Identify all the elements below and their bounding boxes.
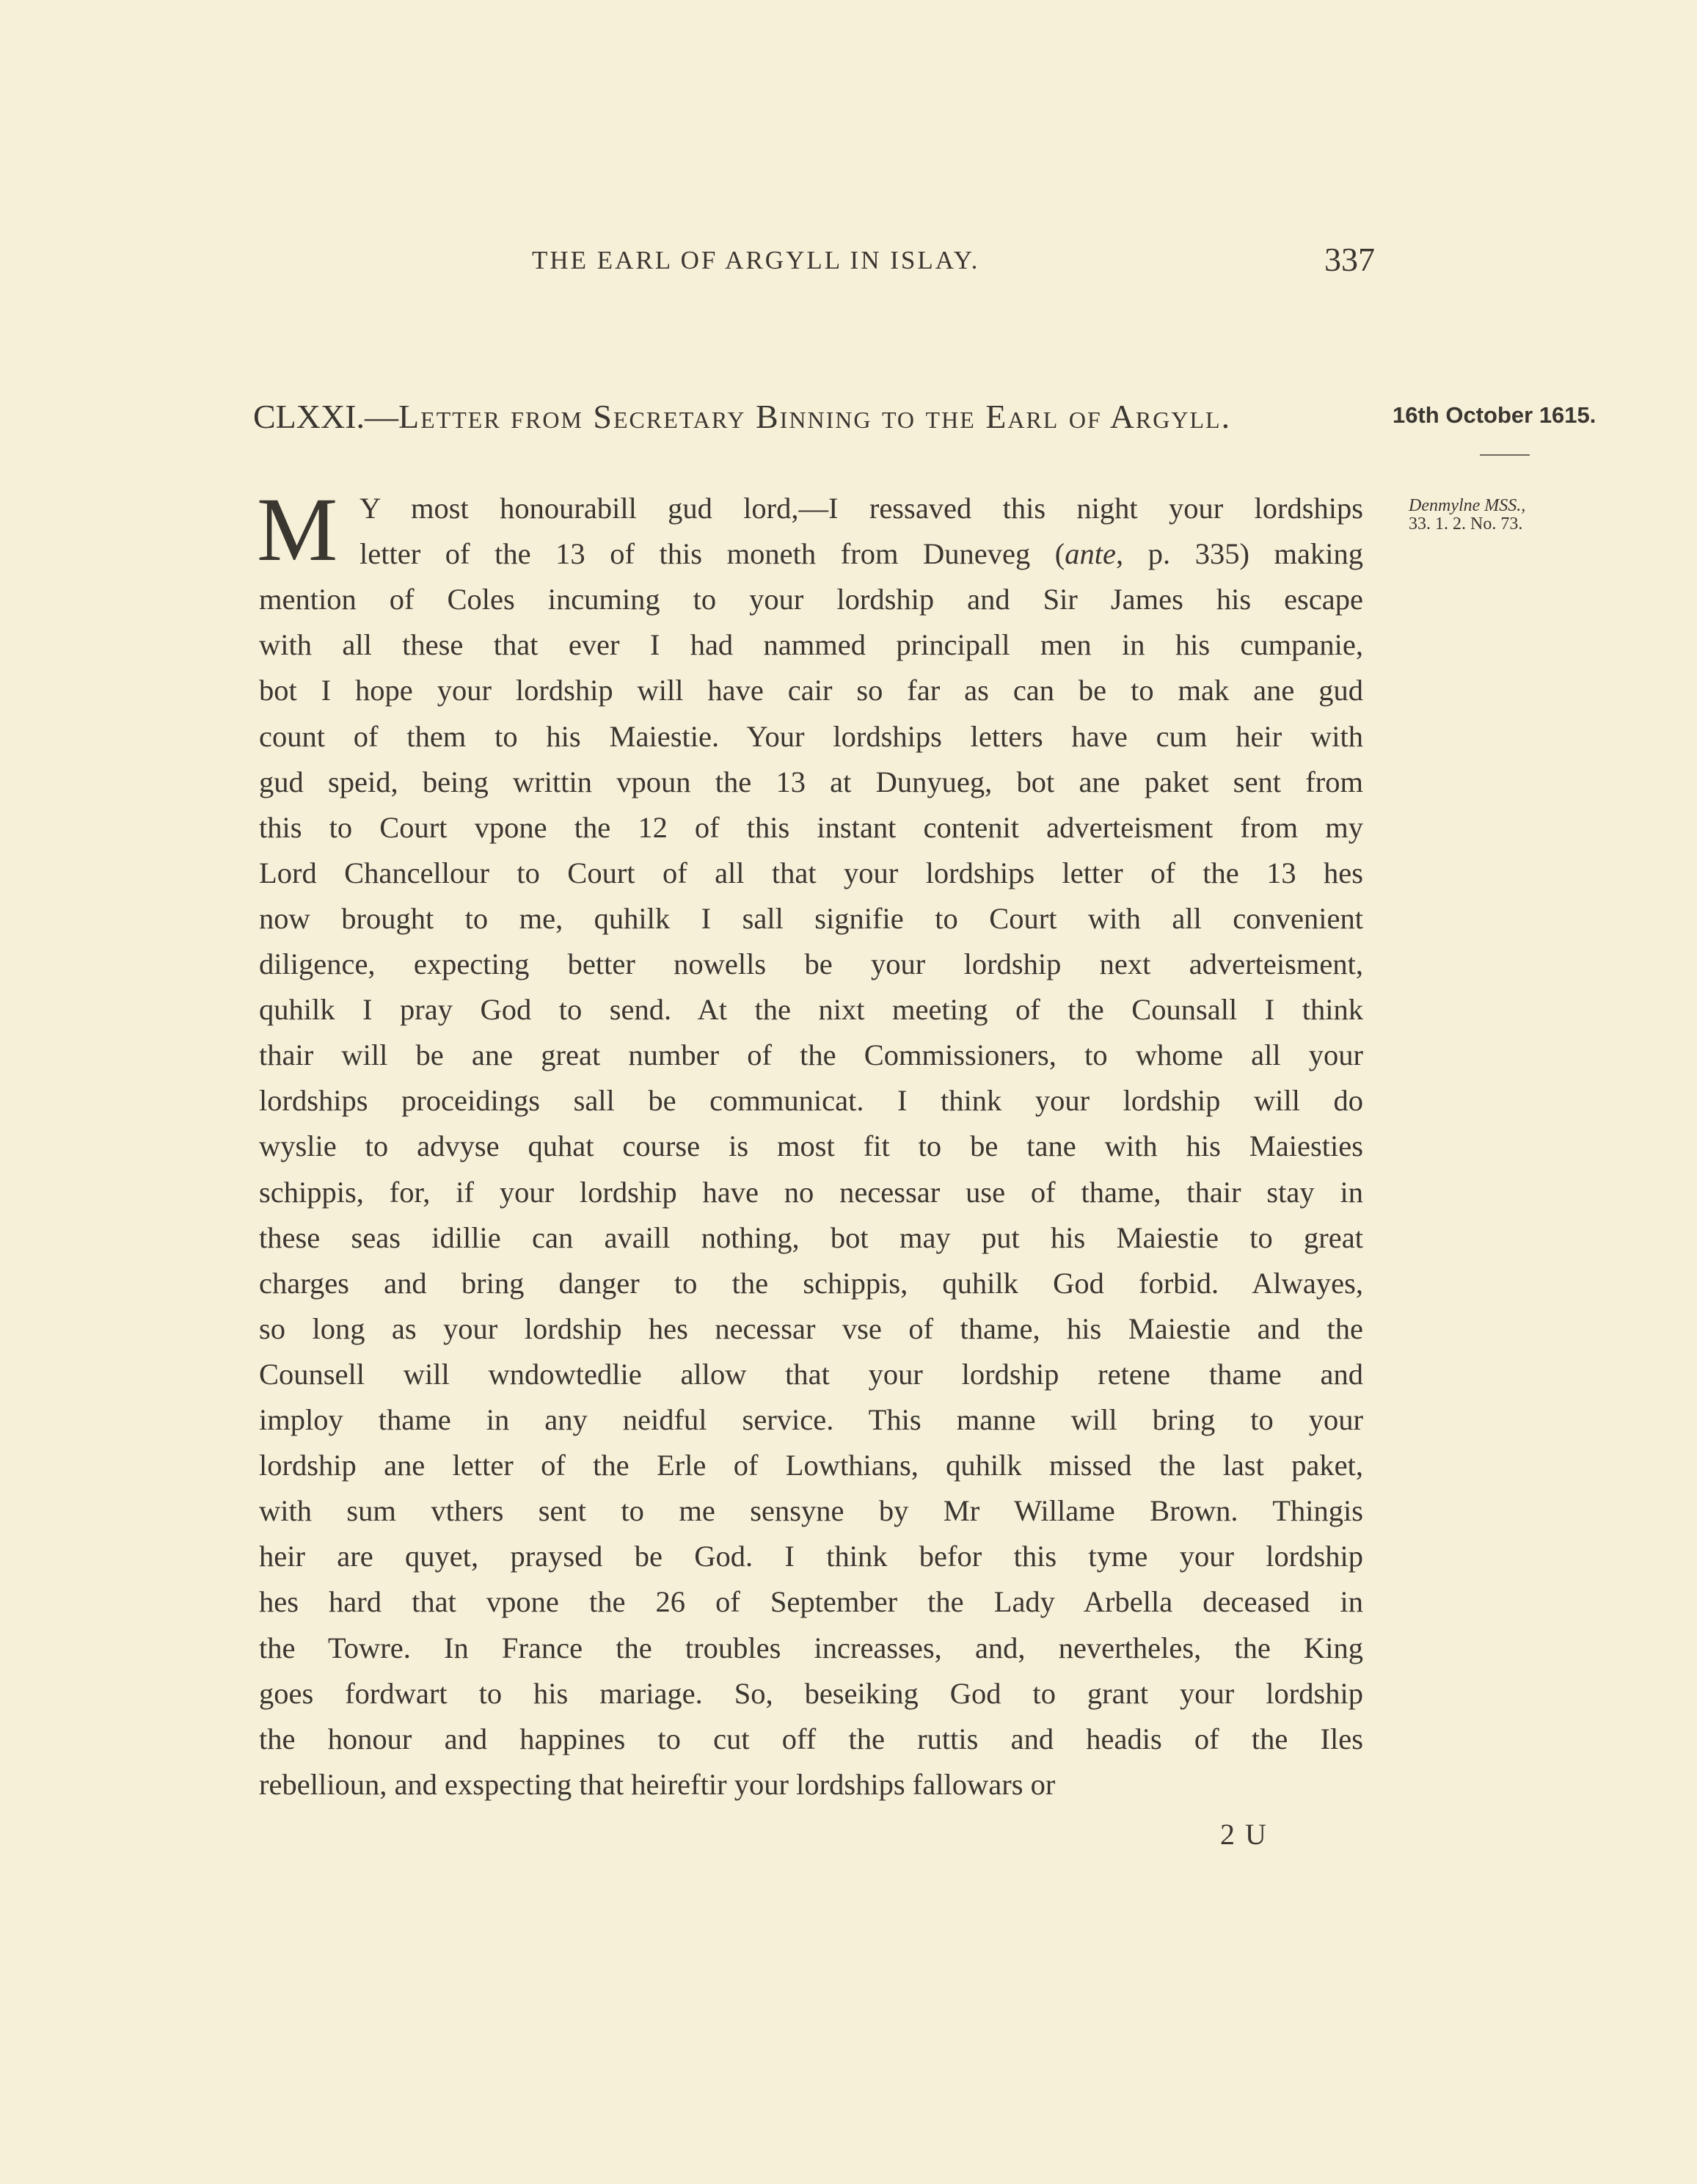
margin-date: 16th October 1615. — [1393, 402, 1596, 428]
signature-mark: 2 U — [1220, 1818, 1268, 1851]
body-line: these seas idillie can availl nothing, bot may put his Maiestie to great — [259, 1220, 1363, 1254]
body-line: so long as your lordship hes necessar vse of thame, his Maiestie and the — [259, 1311, 1363, 1345]
body-line: goes fordwart to his mariage. So, beseiking God to grant your lordship — [259, 1676, 1363, 1710]
body-line: diligence, expecting better nowells be your lordship next adverteisment, — [259, 947, 1363, 980]
body-line: with sum vthers sent to me sensyne by Mr Willame Brown. Thingis — [259, 1494, 1363, 1528]
body-line: with all these that ever I had nammed principall men in his cumpanie, — [259, 628, 1363, 662]
body-line: lordships proceidings sall be communicat. I think your lordship will do — [259, 1084, 1363, 1118]
body-line: lordship ane letter of the Erle of Lowthians, quhilk missed the last paket, — [259, 1449, 1363, 1482]
page-number: 337 — [1324, 241, 1375, 278]
body-line: the honour and happines to cut off the ruttis and headis of the Iles — [259, 1722, 1363, 1755]
body-line: the Towre. In France the troubles increasses, and, nevertheles, the King — [259, 1631, 1363, 1664]
body-line: wyslie to advyse quhat course is most fit to be tane with his Maiesties — [259, 1129, 1363, 1163]
body-line: schippis, for, if your lordship have no necessar use of thame, thair stay in — [259, 1175, 1363, 1209]
italic-ante: ante — [1065, 537, 1117, 571]
body-line: imploy thame in any neidful service. This manne will bring to your — [259, 1403, 1363, 1436]
body-line: heir are quyet, praysed be God. I think befor this tyme your lordship — [259, 1540, 1363, 1573]
body-line: letter of the 13 of this moneth from Duneveg (ante, p. 335) making — [360, 537, 1363, 571]
margin-source-title: Denmylne MSS., — [1409, 496, 1526, 515]
running-head: THE EARL OF ARGYLL IN ISLAY. — [532, 246, 980, 274]
body-line: quhilk I pray God to send. At the nixt meeting of the Counsall I think — [259, 993, 1363, 1027]
body-line: charges and bring danger to the schippis, quhilk God forbid. Alwayes, — [259, 1266, 1363, 1300]
body-line: this to Court vpone the 12 of this instant contenit adverteisment from my — [259, 810, 1363, 844]
body-line: rebellioun, and exspecting that heireftir your lordships fallowars or — [259, 1767, 1056, 1801]
body-line: Lord Chancellour to Court of all that your lordships letter of the 13 hes — [259, 856, 1363, 889]
drop-cap: M — [257, 479, 338, 580]
letter-title: Letter from Secretary Binning to the Earl of Argyll. — [398, 398, 1232, 435]
body-line: mention of Coles incuming to your lordship and Sir James his escape — [259, 583, 1363, 616]
letter-heading — [253, 395, 1231, 439]
body-line: Counsell will wndowtedlie allow that your lordship retene thame and — [259, 1357, 1363, 1391]
body-line: Y most honourabill gud lord,—I ressaved this night your lordships — [360, 492, 1363, 525]
letter-number: CLXXI.— — [253, 398, 399, 435]
margin-source-note — [1409, 497, 1585, 534]
body-line: thair will be ane great number of the Commissioners, to whome all your — [259, 1038, 1363, 1072]
margin-rule — [1480, 454, 1530, 456]
body-line: gud speid, being writtin vpoun the 13 at Dunyueg, bot ane paket sent from — [259, 765, 1363, 798]
body-line: bot I hope your lordship will have cair so far as can be to mak ane gud — [259, 674, 1363, 707]
body-line: count of them to his Maiestie. Your lordships letters have cum heir with — [259, 719, 1363, 753]
body-line: now brought to me, quhilk I sall signifie to Court with all convenient — [259, 901, 1363, 935]
body-line: hes hard that vpone the 26 of September the Lady Arbella deceased in — [259, 1585, 1363, 1619]
margin-source-ref: 33. 1. 2. No. 73. — [1409, 514, 1523, 534]
